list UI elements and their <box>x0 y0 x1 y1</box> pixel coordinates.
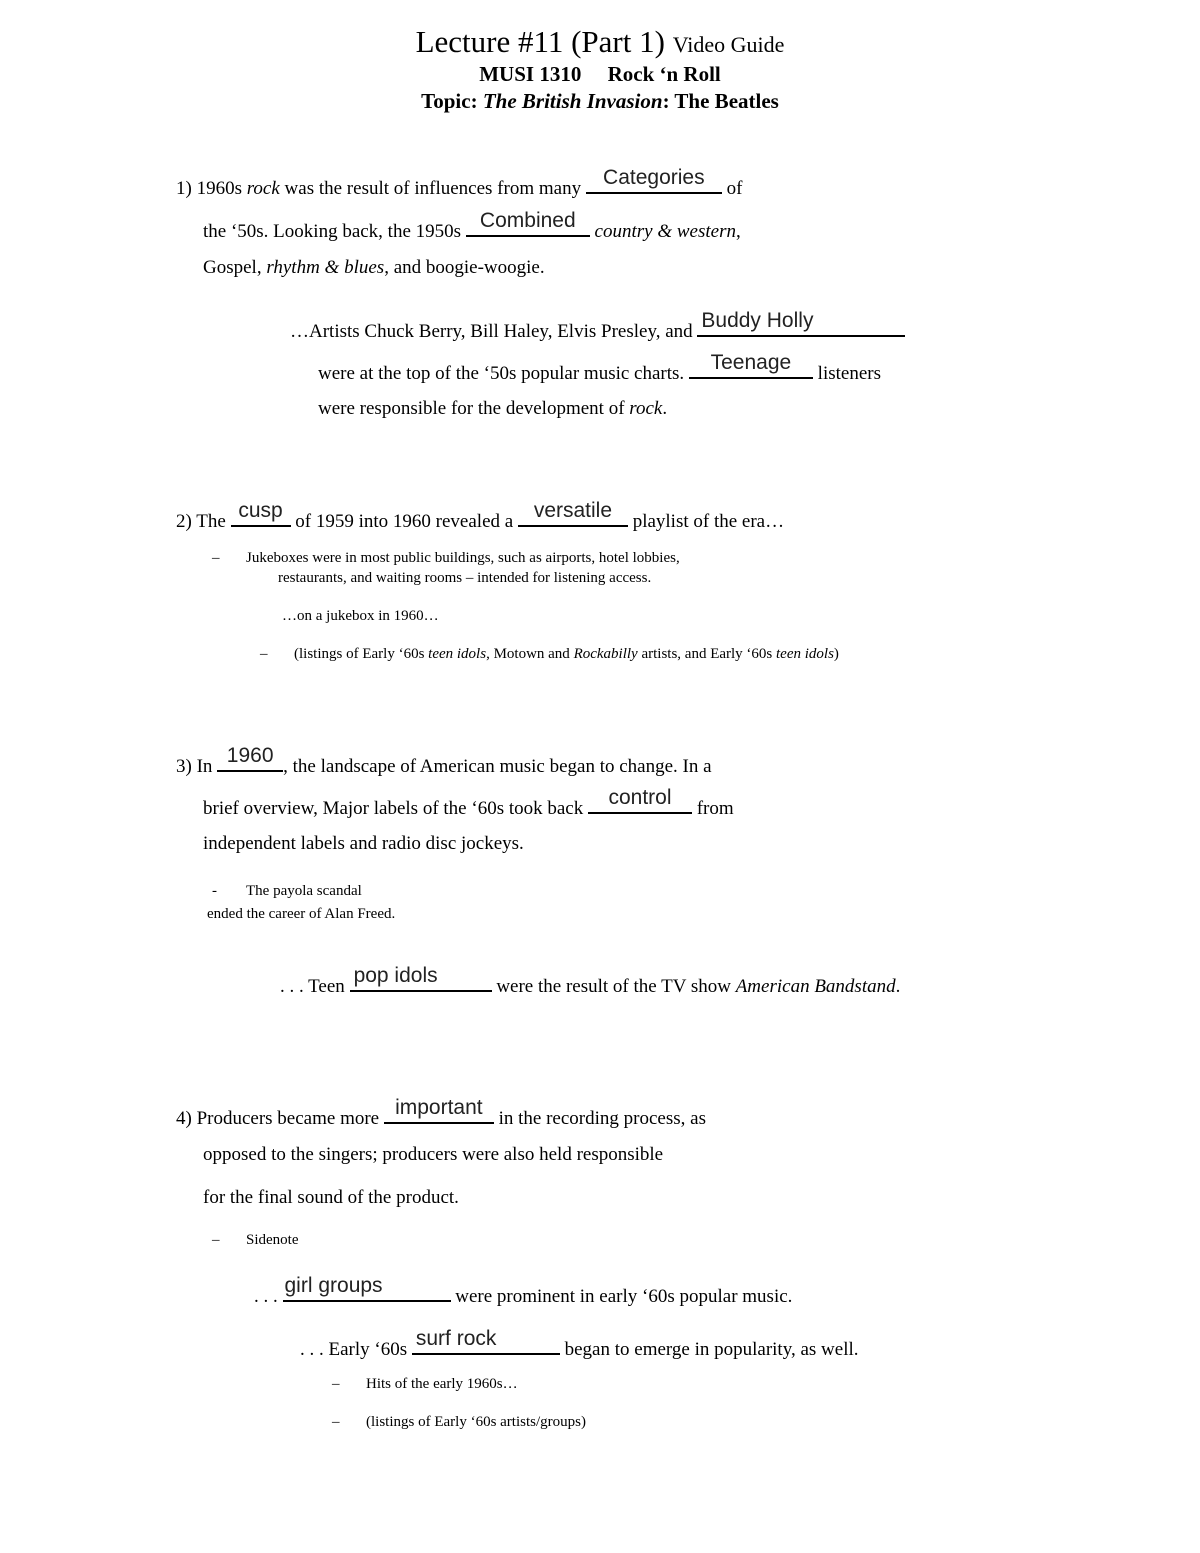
text: . . . <box>254 1286 283 1307</box>
q3-line-1 <box>176 744 712 777</box>
q1-line-3 <box>203 258 545 277</box>
text: were responsible for the development of <box>318 398 630 419</box>
answer-blank[interactable] <box>412 1327 560 1355</box>
text: (listings of Early ‘60s artists/groups) <box>366 1414 586 1430</box>
text: restaurants, and waiting rooms – intended for listening access. <box>278 570 652 586</box>
text: in the recording process, as <box>493 1108 706 1129</box>
q2-bullet-1 <box>212 551 680 566</box>
answer-text: girl groups <box>284 1274 383 1297</box>
answer-blank[interactable] <box>697 309 905 337</box>
text: . <box>662 398 668 419</box>
answer-blank[interactable] <box>518 499 628 527</box>
text: , the landscape of American music began to change. In a <box>283 756 712 777</box>
text: 4) Producers became more <box>176 1108 384 1129</box>
text-italic: rock <box>629 398 663 419</box>
answer-text: Buddy Holly <box>701 309 814 332</box>
q3-line-4 <box>280 964 901 997</box>
q2-sub <box>282 609 439 624</box>
text: artists, and Early ‘60s <box>637 646 777 662</box>
answer-text: surf rock <box>415 1327 497 1350</box>
answer-text: 1960 <box>226 744 274 767</box>
bullet-dash: – <box>332 1376 340 1392</box>
text: listeners <box>812 363 881 384</box>
answer-blank[interactable] <box>384 1096 494 1124</box>
text: The payola scandal <box>246 883 362 899</box>
text: …Artists Chuck Berry, Bill Haley, Elvis Presley, and <box>290 321 698 342</box>
q3-bullet-1 <box>212 884 362 899</box>
q1-line-2 <box>203 209 741 242</box>
answer-text: important <box>395 1096 483 1119</box>
q4-bullet-2 <box>332 1377 518 1392</box>
text: . . . Early ‘60s <box>300 1339 412 1360</box>
text-italic: teen idols <box>428 646 487 662</box>
text: began to emerge in popularity, as well. <box>559 1339 859 1360</box>
text: 2) The <box>176 511 231 532</box>
answer-text: Teenage <box>710 351 792 374</box>
q4-bullet-3 <box>332 1415 586 1430</box>
answer-text: Combined <box>479 209 576 232</box>
bullet-dash: – <box>212 550 220 566</box>
title-main: Lecture #11 (Part 1) <box>415 24 665 59</box>
text: opposed to the singers; producers were also held responsible <box>203 1144 664 1165</box>
text-italic: American Bandstand <box>735 976 896 997</box>
q2-bullet-1-cont <box>278 571 651 586</box>
topic-rest: : The Beatles <box>662 89 779 113</box>
answer-text: pop idols <box>353 964 438 987</box>
q4-line-4 <box>254 1274 793 1307</box>
text: 3) In <box>176 756 218 777</box>
bullet-dash: - <box>212 883 217 899</box>
text: , and boogie-woogie. <box>384 257 545 278</box>
answer-text: Categories <box>603 166 705 189</box>
answer-text: cusp <box>238 499 283 522</box>
text: Gospel, <box>203 257 267 278</box>
text-italic: teen idols <box>776 646 834 662</box>
q4-line-3 <box>203 1188 459 1207</box>
answer-blank[interactable] <box>217 744 283 772</box>
text: were the result of the TV show <box>491 976 736 997</box>
text: Jukeboxes were in most public buildings, such as airports, hotel lobbies, <box>246 550 680 566</box>
text: . <box>895 976 901 997</box>
text: (listings of Early ‘60s <box>294 646 429 662</box>
q1-line-4 <box>290 309 905 342</box>
q4-line-1 <box>176 1096 706 1129</box>
text-italic: rock <box>246 178 280 199</box>
answer-blank[interactable] <box>466 209 590 237</box>
text: ended the career of Alan Freed. <box>207 906 396 922</box>
title-suffix: Video Guide <box>672 32 785 57</box>
q2-bullet-2 <box>260 647 839 662</box>
text: of <box>721 178 743 199</box>
text: ) <box>833 646 839 662</box>
topic-label: Topic: <box>421 89 478 113</box>
answer-text: control <box>608 786 672 809</box>
topic-italic: The British Invasion <box>482 89 663 113</box>
q3-line-3 <box>203 834 524 853</box>
q4-bullet-1 <box>212 1233 299 1248</box>
answer-blank[interactable] <box>588 786 692 814</box>
answer-blank[interactable] <box>350 964 492 992</box>
text: playlist of the era… <box>627 511 785 532</box>
q1-line-5 <box>318 351 881 384</box>
text: from <box>691 798 734 819</box>
answer-blank[interactable] <box>689 351 813 379</box>
text: were prominent in early ‘60s popular music. <box>450 1286 793 1307</box>
text: , <box>735 221 741 242</box>
answer-text: versatile <box>533 499 613 522</box>
answer-blank[interactable] <box>586 166 722 194</box>
text: Sidenote <box>246 1232 299 1248</box>
text: independent labels and radio disc jockeys. <box>203 833 524 854</box>
text: brief overview, Major labels of the ‘60s took back <box>203 798 588 819</box>
course-name: Rock ‘n Roll <box>607 62 721 86</box>
text: 1) 1960s <box>176 178 247 199</box>
text-italic: Rockabilly <box>573 646 638 662</box>
answer-blank[interactable] <box>283 1274 451 1302</box>
q3-line-2 <box>203 786 734 819</box>
q3-bullet-1-cont <box>207 907 395 922</box>
q4-line-5 <box>300 1327 859 1360</box>
text: the ‘50s. Looking back, the 1950s <box>203 221 466 242</box>
text-italic: country & western <box>589 221 736 242</box>
q2-line-1 <box>176 499 785 532</box>
course-code: MUSI 1310 <box>479 62 582 86</box>
text: for the final sound of the product. <box>203 1187 459 1208</box>
text: of 1959 into 1960 revealed a <box>290 511 518 532</box>
answer-blank[interactable] <box>231 499 291 527</box>
q4-line-2 <box>203 1145 663 1164</box>
bullet-dash: – <box>332 1414 340 1430</box>
text: were at the top of the ‘50s popular music charts. <box>318 363 689 384</box>
topic-line <box>0 89 1200 114</box>
bullet-dash: – <box>260 646 268 662</box>
q1-line-1 <box>176 166 743 199</box>
text: . . . Teen <box>280 976 350 997</box>
text: …on a jukebox in 1960… <box>282 608 439 624</box>
bullet-dash: – <box>212 1232 220 1248</box>
page-title <box>0 24 1200 60</box>
q1-line-6 <box>318 399 667 418</box>
text: was the result of influences from many <box>279 178 586 199</box>
text: Hits of the early 1960s… <box>366 1376 518 1392</box>
course-line <box>0 62 1200 87</box>
text: , Motown and <box>486 646 574 662</box>
text-italic: rhythm & blues <box>266 257 385 278</box>
